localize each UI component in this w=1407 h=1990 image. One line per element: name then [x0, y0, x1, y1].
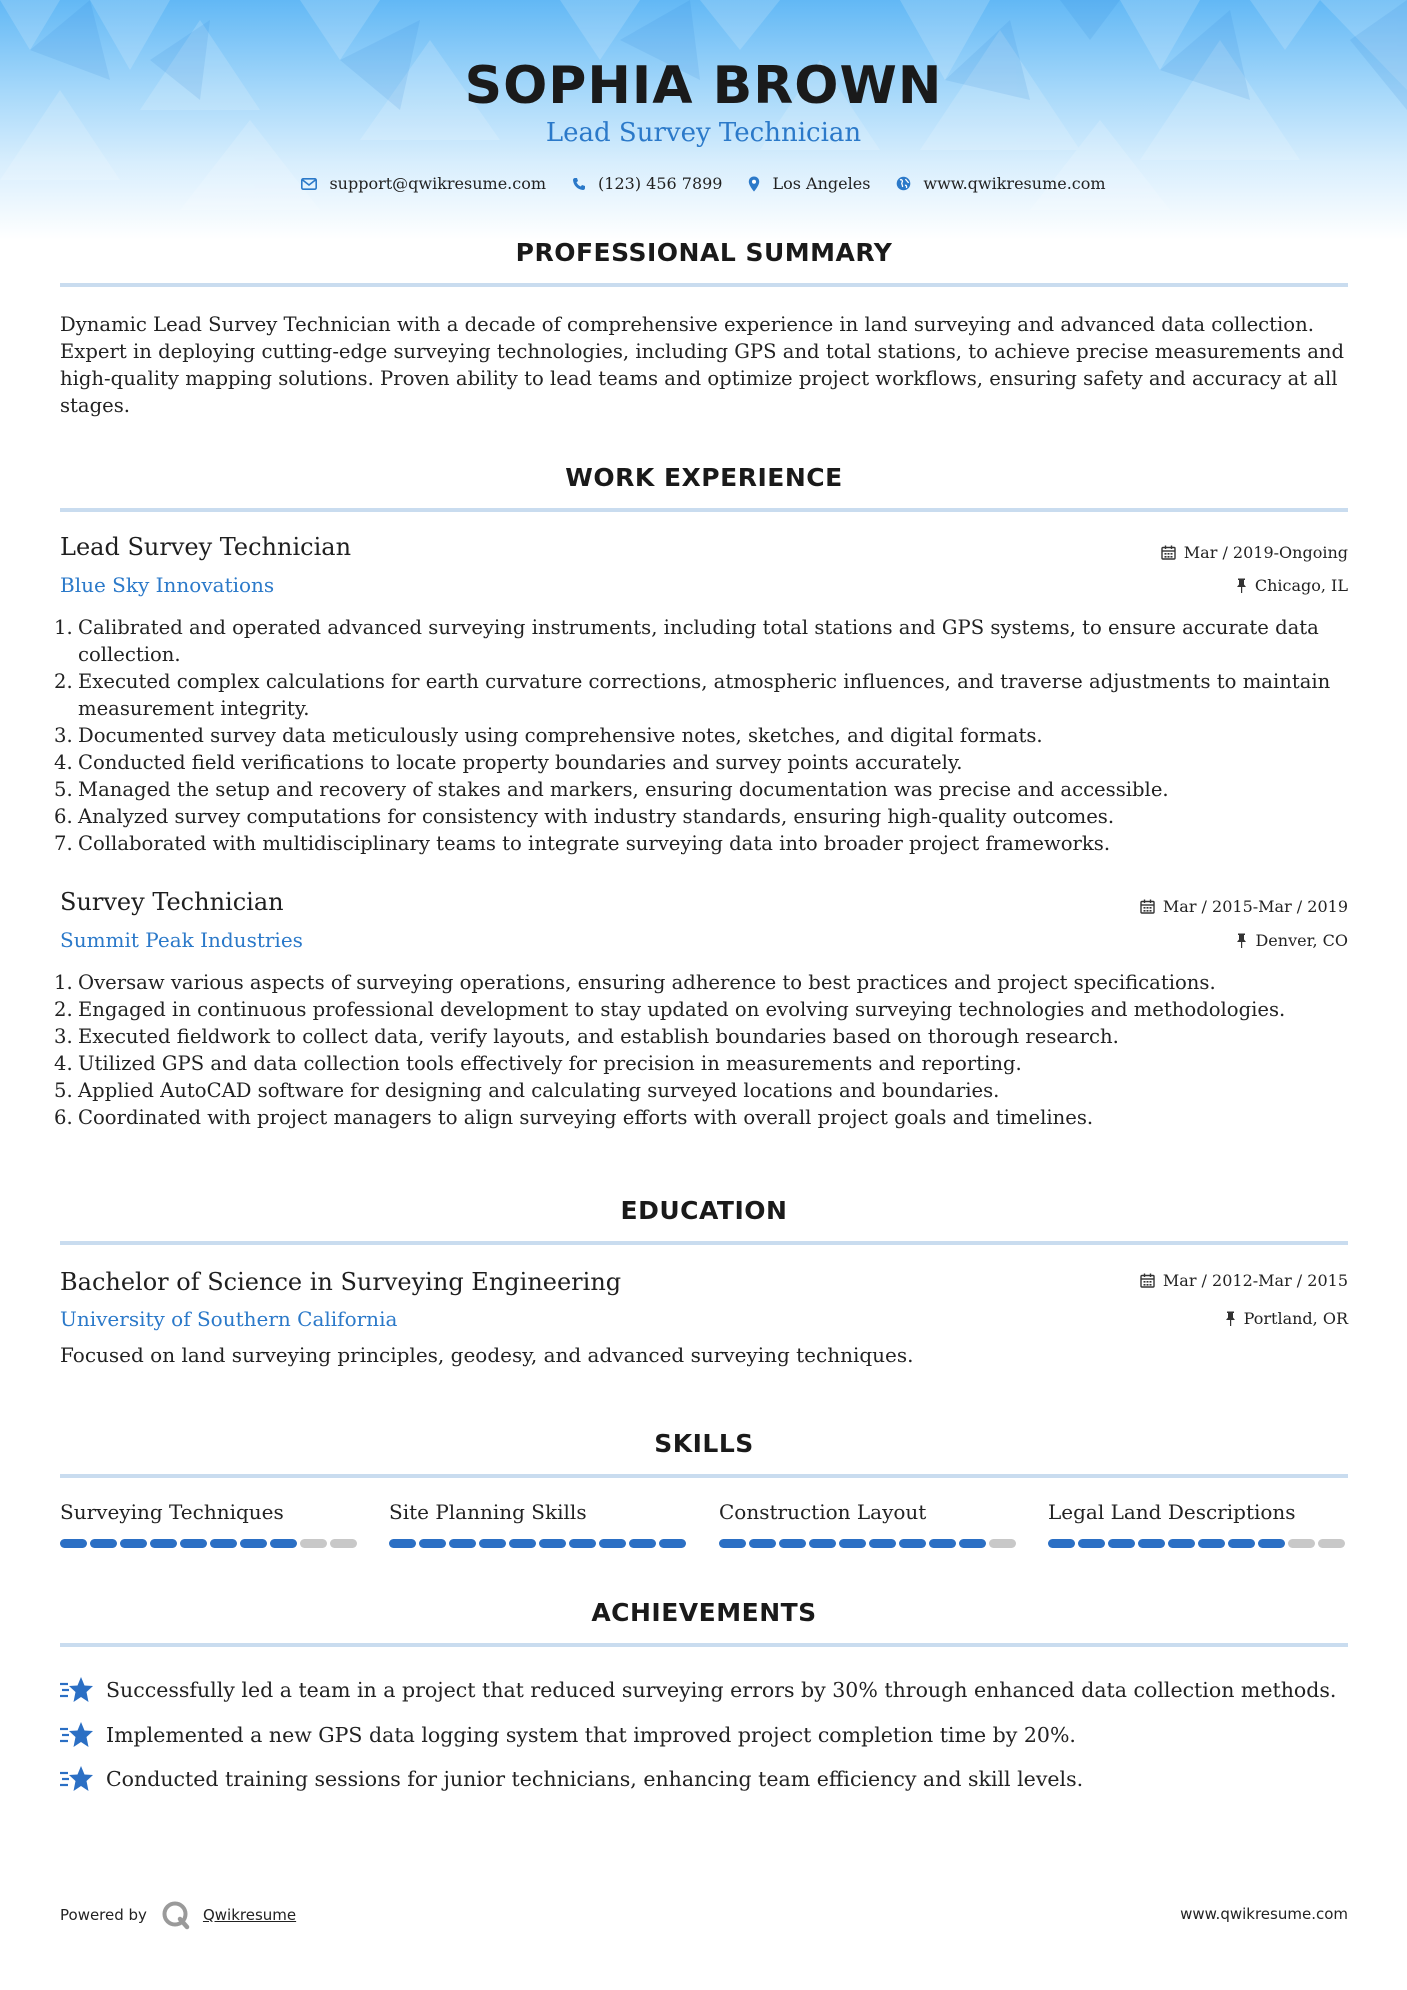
experience-divider	[60, 508, 1348, 512]
job-title: Survey Technician	[60, 888, 284, 916]
education-dates-text: Mar / 2012-Mar / 2015	[1162, 1271, 1348, 1290]
summary-text: Dynamic Lead Survey Technician with a decade of comprehensive experience in land surveying and advanced data collection. Expert in deploying cutting-edge surveying technologies, including GPS and total stations, to achieve precise measurements and high-quality mapping solutions. Proven ability to lead teams and optimize project workflows, ensuring safety and accuracy at all stages.	[60, 313, 1345, 417]
skill-segment-filled	[1108, 1539, 1135, 1548]
skill-item	[1048, 1500, 1348, 1548]
list-item: Conducted training sessions for junior technicians, enhancing team efficiency and skill levels.	[60, 1757, 1350, 1802]
contact-website[interactable]	[896, 174, 1105, 193]
skill-segment-filled	[419, 1539, 446, 1548]
job-dates	[1161, 543, 1348, 562]
skill-level-bar	[389, 1539, 689, 1548]
skill-segment-filled	[839, 1539, 866, 1548]
education-divider	[60, 1241, 1348, 1245]
qwikresume-logo-icon	[161, 1900, 191, 1930]
company-name: Summit Peak Industries	[60, 928, 303, 952]
skill-item	[719, 1500, 1019, 1548]
job-location-text: Chicago, IL	[1254, 576, 1348, 595]
map-marker-icon	[748, 176, 760, 192]
achievements-heading: ACHIEVEMENTS	[591, 1598, 817, 1627]
star-icon	[60, 1721, 94, 1749]
skill-segment-filled	[539, 1539, 566, 1548]
job-location	[1236, 576, 1348, 595]
contact-location-text: Los Angeles	[772, 174, 871, 193]
list-item: 7. Collaborated with multidisciplinary teams to integrate surveying data into broader project frameworks.	[54, 832, 1111, 855]
skill-segment-filled	[240, 1539, 267, 1548]
list-item: 2. Engaged in continuous professional development to stay updated on evolving surveying technologies and methodologies.	[54, 998, 1286, 1021]
skill-level-bar	[60, 1539, 360, 1548]
footer-website[interactable]: www.qwikresume.com	[1180, 1905, 1348, 1923]
skill-segment-filled	[120, 1539, 147, 1548]
summary-divider	[60, 283, 1348, 287]
education-location	[1225, 1309, 1348, 1328]
list-item: 2. Executed complex calculations for earth curvature corrections, atmospheric influences, and traverse adjustments to maintain measurement integrity.	[54, 670, 1331, 720]
skill-segment-empty	[1318, 1539, 1345, 1548]
education-heading: EDUCATION	[620, 1196, 788, 1225]
list-item: 1. Oversaw various aspects of surveying operations, ensuring adherence to best practices and project specifications.	[54, 971, 1216, 994]
pushpin-icon	[1225, 1311, 1236, 1326]
footer-powered-by	[60, 1900, 296, 1930]
skill-segment-filled	[1168, 1539, 1195, 1548]
skill-segment-filled	[1228, 1539, 1255, 1548]
candidate-role: Lead Survey Technician	[545, 118, 862, 148]
skill-segment-filled	[869, 1539, 896, 1548]
list-item: Implemented a new GPS data logging system that improved project completion time by 20%.	[60, 1713, 1350, 1758]
pushpin-icon	[1236, 933, 1247, 948]
star-icon	[60, 1765, 94, 1793]
skill-segment-empty	[989, 1539, 1016, 1548]
skill-segment-filled	[959, 1539, 986, 1548]
school-name: University of Southern California	[60, 1307, 398, 1331]
candidate-name: SOPHIA BROWN	[464, 56, 943, 116]
company-name: Blue Sky Innovations	[60, 573, 275, 597]
skill-segment-filled	[449, 1539, 476, 1548]
contact-location	[748, 174, 870, 193]
list-item: 5. Managed the setup and recovery of stakes and markers, ensuring documentation was precise and accessible.	[54, 778, 1169, 801]
summary-heading: PROFESSIONAL SUMMARY	[515, 238, 893, 267]
skill-segment-filled	[779, 1539, 806, 1548]
skill-segment-filled	[180, 1539, 207, 1548]
skill-segment-filled	[719, 1539, 746, 1548]
skill-segment-filled	[809, 1539, 836, 1548]
skill-segment-filled	[90, 1539, 117, 1548]
contact-phone[interactable]	[572, 174, 722, 193]
achievements-list	[60, 1668, 1350, 1802]
experience-heading: WORK EXPERIENCE	[565, 463, 843, 492]
list-item: Successfully led a team in a project that reduced surveying errors by 30% through enhanced data collection methods.	[60, 1668, 1350, 1713]
phone-icon	[572, 177, 586, 191]
job-bullets	[54, 969, 1350, 1131]
skill-level-bar	[1048, 1539, 1348, 1548]
skills-heading: SKILLS	[654, 1429, 754, 1458]
skill-segment-filled	[1048, 1539, 1075, 1548]
education-dates	[1140, 1271, 1348, 1290]
contact-website-text: www.qwikresume.com	[923, 174, 1106, 193]
skill-segment-empty	[300, 1539, 327, 1548]
globe-icon	[896, 176, 911, 191]
skill-segment-filled	[629, 1539, 656, 1548]
list-item: 3. Executed fieldwork to collect data, verify layouts, and establish boundaries based on thorough research.	[54, 1025, 1119, 1048]
degree-title: Bachelor of Science in Surveying Engineering	[60, 1268, 622, 1296]
achievements-divider	[60, 1643, 1348, 1647]
job-location-text: Denver, CO	[1255, 931, 1348, 950]
pushpin-icon	[1236, 578, 1247, 593]
calendar-icon	[1161, 545, 1176, 560]
powered-by-label: Powered by	[60, 1906, 147, 1924]
list-item: 4. Utilized GPS and data collection tools effectively for precision in measurements and reporting.	[54, 1052, 1022, 1075]
skill-name: Construction Layout	[719, 1500, 927, 1524]
contact-phone-text: (123) 456 7899	[598, 174, 723, 193]
skill-segment-filled	[1138, 1539, 1165, 1548]
skill-segment-filled	[1198, 1539, 1225, 1548]
job-bullets	[54, 614, 1350, 857]
contact-bar	[0, 174, 1407, 193]
skills-divider	[60, 1474, 1348, 1478]
skill-segment-empty	[330, 1539, 357, 1548]
skill-name: Surveying Techniques	[60, 1500, 284, 1524]
skill-name: Legal Land Descriptions	[1048, 1500, 1296, 1524]
skill-segment-filled	[899, 1539, 926, 1548]
skill-segment-filled	[60, 1539, 87, 1548]
skill-segment-filled	[150, 1539, 177, 1548]
skill-name: Site Planning Skills	[389, 1500, 587, 1524]
skill-segment-filled	[1258, 1539, 1285, 1548]
skill-segment-filled	[659, 1539, 686, 1548]
education-description: Focused on land surveying principles, geodesy, and advanced surveying techniques.	[60, 1343, 914, 1367]
skill-segment-filled	[210, 1539, 237, 1548]
skill-segment-filled	[479, 1539, 506, 1548]
job-location	[1236, 931, 1348, 950]
list-item: 6. Analyzed survey computations for consistency with industry standards, ensuring high-quality outcomes.	[54, 805, 1115, 828]
list-item: 4. Conducted field verifications to locate property boundaries and survey points accurately.	[54, 751, 963, 774]
education-location-text: Portland, OR	[1243, 1309, 1348, 1328]
skill-level-bar	[719, 1539, 1019, 1548]
list-item: 3. Documented survey data meticulously using comprehensive notes, sketches, and digital formats.	[54, 724, 1043, 747]
job-dates-text: Mar / 2015-Mar / 2019	[1162, 897, 1348, 916]
skill-segment-filled	[749, 1539, 776, 1548]
skill-item	[389, 1500, 689, 1548]
skill-segment-filled	[1078, 1539, 1105, 1548]
envelope-icon	[301, 178, 317, 190]
skill-segment-filled	[389, 1539, 416, 1548]
list-item: 1. Calibrated and operated advanced surveying instruments, including total stations and GPS systems, to ensure accurate data collection.	[54, 616, 1319, 666]
list-item: 5. Applied AutoCAD software for designing and calculating surveyed locations and boundaries.	[54, 1079, 1000, 1102]
calendar-icon	[1140, 899, 1155, 914]
star-icon	[60, 1676, 94, 1704]
skill-segment-filled	[569, 1539, 596, 1548]
skill-segment-filled	[599, 1539, 626, 1548]
skill-item	[60, 1500, 360, 1548]
calendar-icon	[1140, 1273, 1155, 1288]
job-title: Lead Survey Technician	[60, 533, 352, 561]
contact-email[interactable]	[301, 174, 546, 193]
contact-email-text: support@qwikresume.com	[329, 174, 547, 193]
job-dates	[1140, 897, 1348, 916]
skill-segment-filled	[929, 1539, 956, 1548]
brand-link[interactable]: Qwikresume	[202, 1906, 297, 1924]
job-dates-text: Mar / 2019-Ongoing	[1183, 543, 1348, 562]
skill-segment-filled	[509, 1539, 536, 1548]
skill-segment-filled	[270, 1539, 297, 1548]
list-item: 6. Coordinated with project managers to align surveying efforts with overall project goals and timelines.	[54, 1106, 1094, 1129]
skill-segment-empty	[1288, 1539, 1315, 1548]
